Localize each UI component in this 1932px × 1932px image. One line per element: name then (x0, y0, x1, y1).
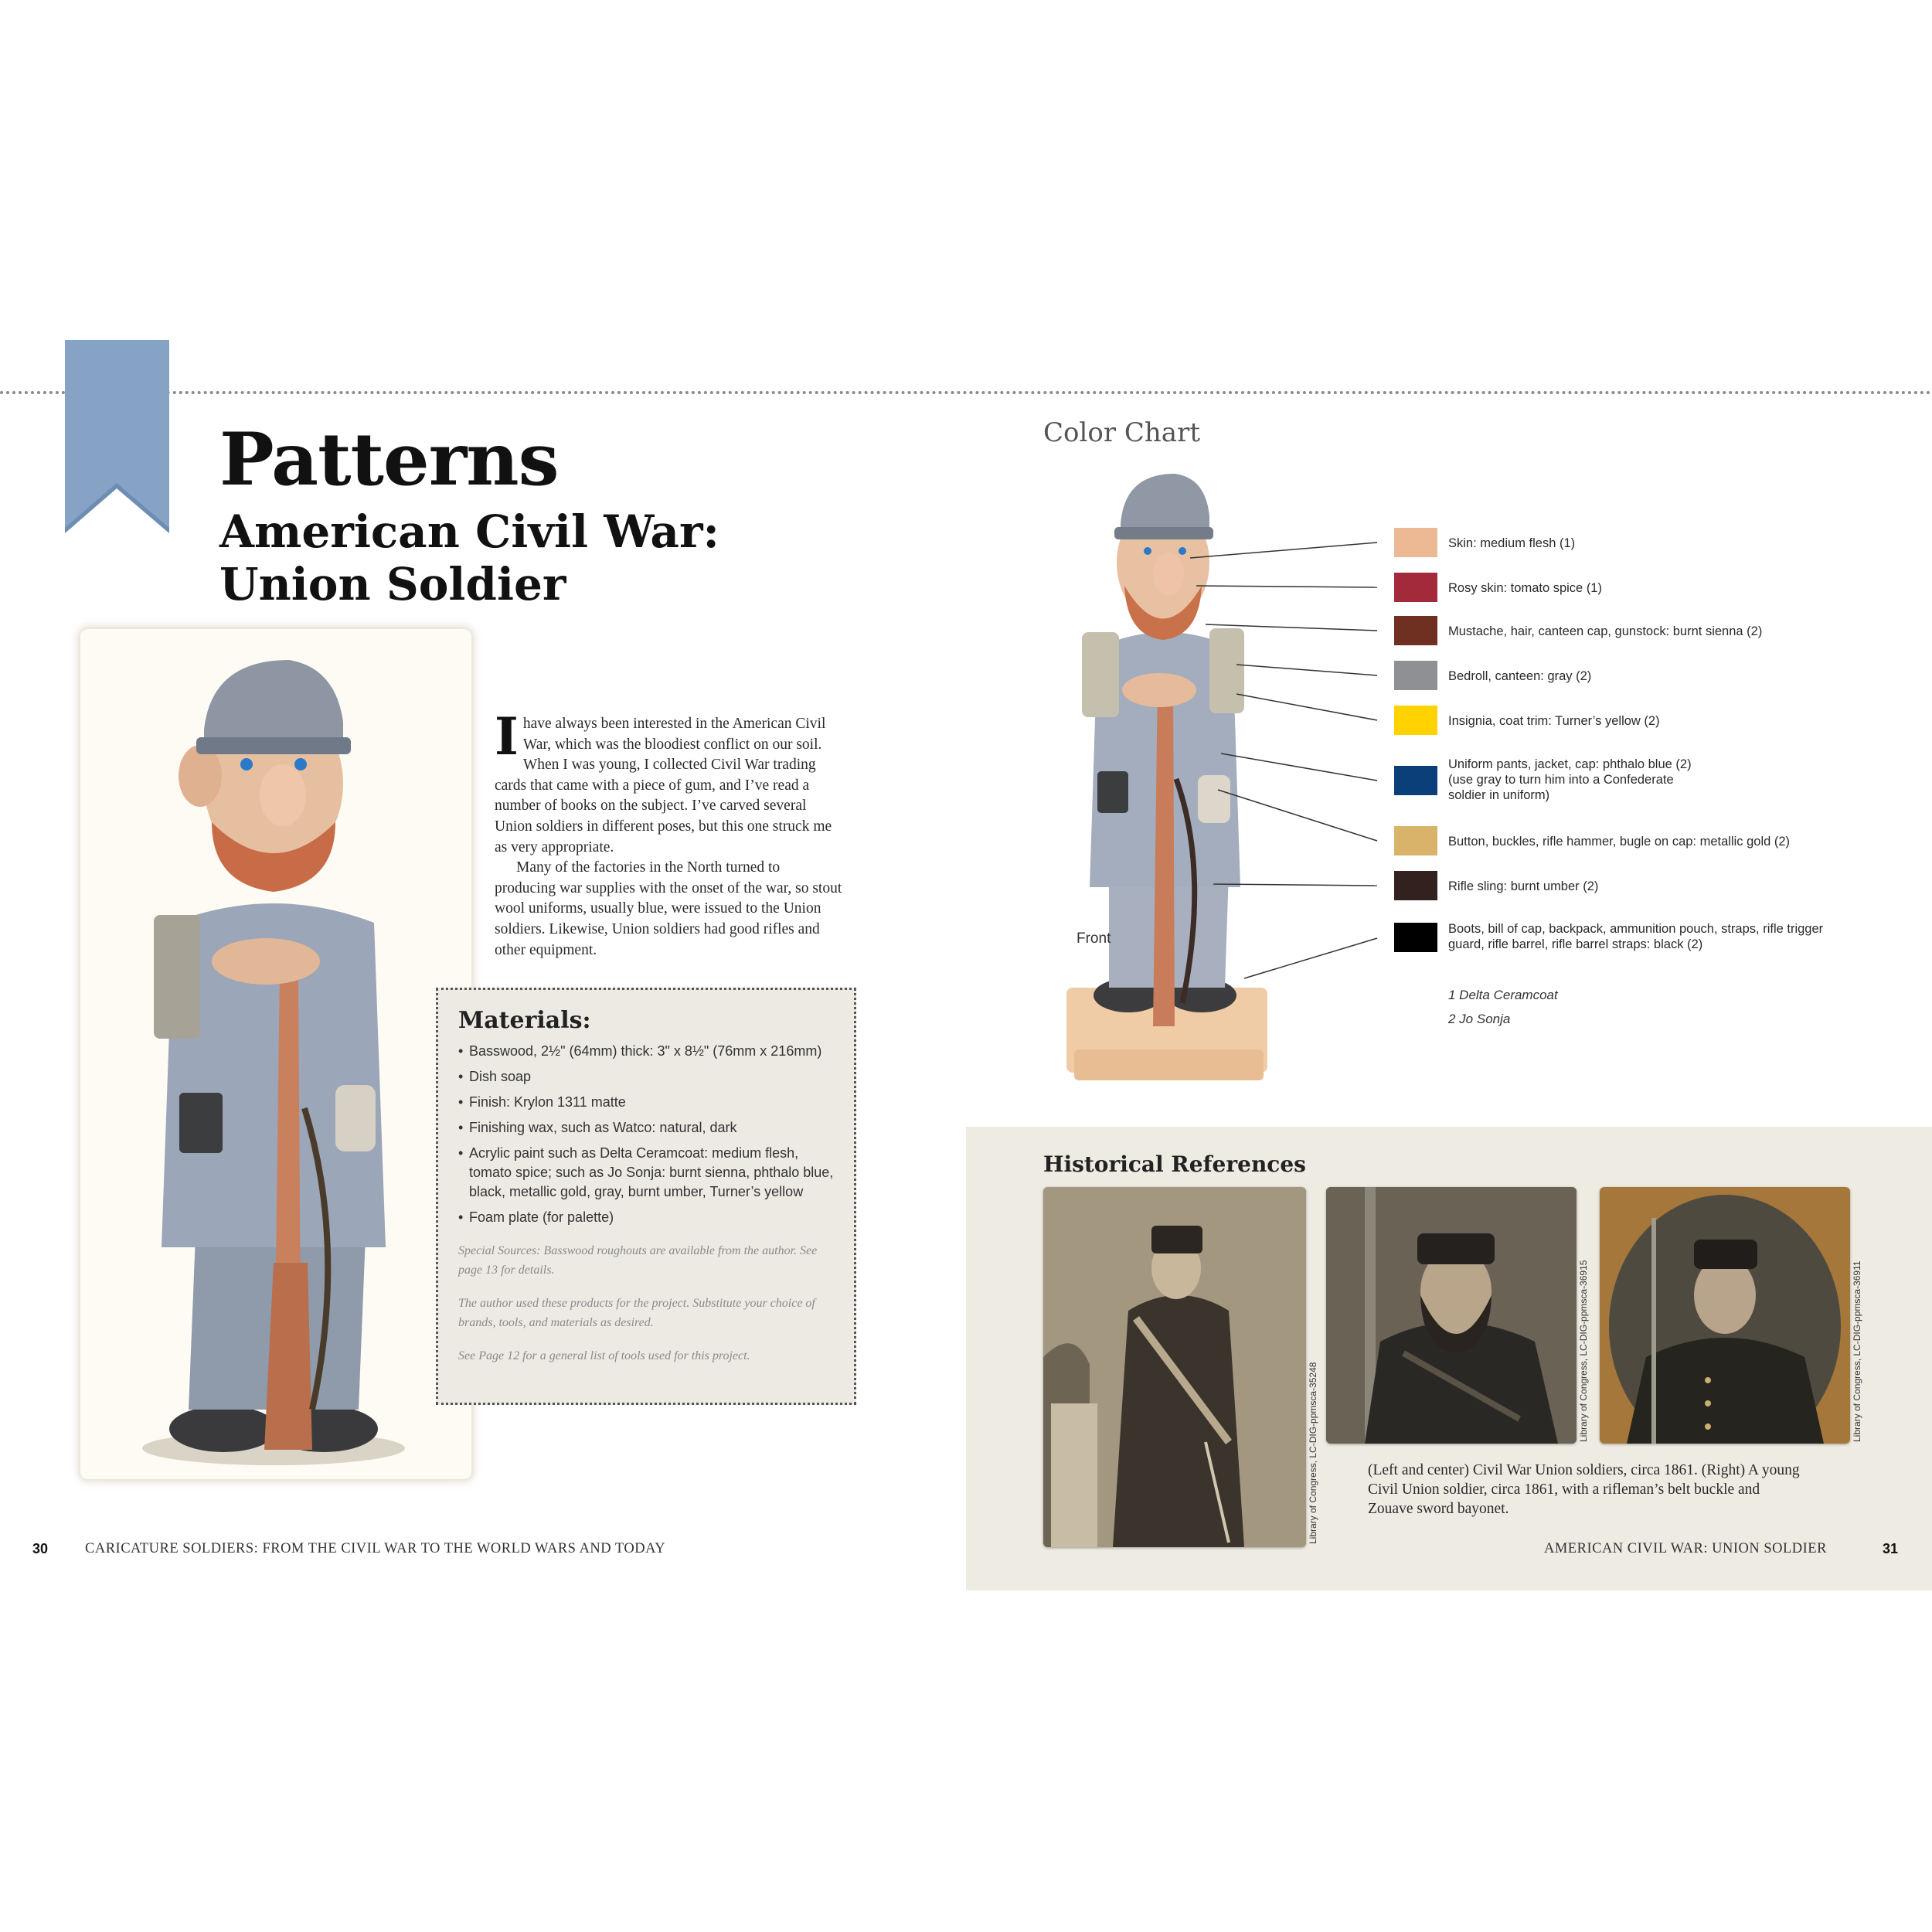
page-divider-rule (0, 391, 1932, 394)
materials-box (436, 988, 856, 1405)
materials-item: • Finishing wax, such as Watco: natural, dark (458, 1118, 834, 1138)
swatch-label: Bedroll, canteen: gray (2) (1448, 669, 1592, 683)
bookmark-ribbon-icon (65, 340, 169, 533)
swatch-rifle-sling (1394, 871, 1437, 900)
materials-item: • Dish soap (458, 1067, 834, 1087)
photo-credit-center: Library of Congress, LC-DIG-ppmsca-36915 (1578, 1260, 1589, 1442)
tools-reference-note: See Page 12 for a general list of tools used for this project. (458, 1349, 750, 1362)
page-subtitle (219, 505, 719, 611)
swatch-buttons (1394, 826, 1437, 855)
swatch-label: Mustache, hair, canteen cap, gunstock: burnt sienna (2) (1448, 624, 1763, 638)
materials-item: • Acrylic paint such as Delta Ceramcoat: medium flesh, tomato spice; such as Jo Sonja: burnt sienna, phthalo blue, black, metallic gold, gray, burnt umber, Turner’s yellow (458, 1144, 834, 1202)
swatch-label: Uniform pants, jacket, cap: phthalo blue (2) (use gray to turn him into a Confederate soldier in uniform) (1448, 757, 1692, 802)
substitution-note: The author used these products for the project. Substitute your choice of brands, tools, and materials as desired. (458, 1297, 815, 1329)
intro-paragraph-2: Many of the factories in the North turned to producing war supplies with the onset of the war, so stout wool uniforms, usually blue, were issued to the Union soldiers. Likewise, Union soldiers had good rifles and other equipment. (495, 859, 842, 958)
swatch-boots (1394, 923, 1437, 952)
swatch-bedroll (1394, 661, 1437, 690)
swatch-label: Skin: medium flesh (1) (1448, 536, 1576, 550)
intro-text (495, 706, 842, 961)
swatch-insignia (1394, 706, 1437, 735)
swatch-mustache-hair (1394, 616, 1437, 645)
swatch-label: Button, buckles, rifle hammer, bugle on cap: metallic gold (2) (1448, 835, 1791, 849)
historical-references-heading: Historical References (1043, 1151, 1306, 1177)
bearded-soldier-photo (1326, 1187, 1577, 1444)
swatch-label: Insignia, coat trim: Turner’s yellow (2) (1448, 714, 1660, 728)
swatch-label: Boots, bill of cap, backpack, ammunition pouch, straps, rifle trigger guard, rifle barrel, rifle barrel straps: black (2) (1448, 922, 1824, 951)
swatch-label: Rosy skin: tomato spice (1) (1448, 581, 1602, 595)
materials-heading: Materials: (458, 1007, 591, 1034)
materials-item: • Basswood, 2½" (64mm) thick: 3" x 8½" (76mm x 216mm) (458, 1042, 834, 1061)
intro-paragraph-1-text: have always been interested in the American Civil War, which was the bloodiest conflict on our soil. When I was young, I collected Civil War trading cards that came with a piece of gum, and I’ve read a number of books on the subject. I’ve carved several Union soldiers in different poses, but this one struck me as very appropriate. (495, 716, 832, 855)
historical-photo-left (1043, 1187, 1306, 1547)
swatch-label: Rifle sling: burnt umber (2) (1448, 879, 1599, 893)
materials-list (458, 1042, 834, 1227)
brand-note-1: 1 Delta Ceramcoat (1448, 988, 1558, 1002)
materials-item: • Foam plate (for palette) (458, 1208, 834, 1227)
swatch-rosy-skin (1394, 573, 1437, 602)
drop-cap: I (495, 706, 519, 767)
subtitle-line-1: American Civil War: (219, 505, 719, 558)
photo-credit-right: Library of Congress, LC-DIG-ppmsca-36911 (1852, 1260, 1862, 1442)
subtitle-line-2: Union Soldier (219, 558, 566, 611)
intro-paragraph-1 (495, 706, 842, 858)
front-view-label: Front (1077, 930, 1111, 947)
front-view-carving-illustration (1066, 470, 1298, 1104)
swatch-skin (1394, 528, 1437, 557)
page-number-left: 30 (32, 1541, 49, 1556)
historical-caption: (Left and center) Civil War Union soldiers, circa 1861. (Right) A young Civil Union soldier, circa 1861, with a rifleman’s belt buckle and Zouave sword bayonet. (1368, 1462, 1800, 1517)
running-head-right: AMERICAN CIVIL WAR: UNION SOLDIER (1544, 1541, 1827, 1556)
materials-item: • Finish: Krylon 1311 matte (458, 1093, 834, 1112)
special-sources-note: Special Sources: Basswood roughouts are available from the author. See page 13 for details. (458, 1244, 818, 1277)
young-soldier-photo (1600, 1187, 1850, 1444)
carving-photo (80, 629, 471, 1479)
historical-photo-right (1600, 1187, 1850, 1444)
standing-officer-photo (1043, 1187, 1306, 1547)
historical-photo-center (1326, 1187, 1577, 1444)
brand-note-2: 2 Jo Sonja (1448, 1012, 1511, 1026)
page-number-right: 31 (1883, 1541, 1899, 1556)
soldier-carving-illustration (80, 629, 471, 1479)
photo-credit-left: Library of Congress, LC-DIG-ppmsca-35248 (1308, 1362, 1318, 1544)
color-chart-heading: Color Chart (1043, 417, 1200, 448)
running-head-left: CARICATURE SOLDIERS: FROM THE CIVIL WAR TO THE WORLD WARS AND TODAY (85, 1541, 666, 1556)
swatch-uniform (1394, 766, 1437, 795)
page-title: Patterns (219, 417, 559, 502)
